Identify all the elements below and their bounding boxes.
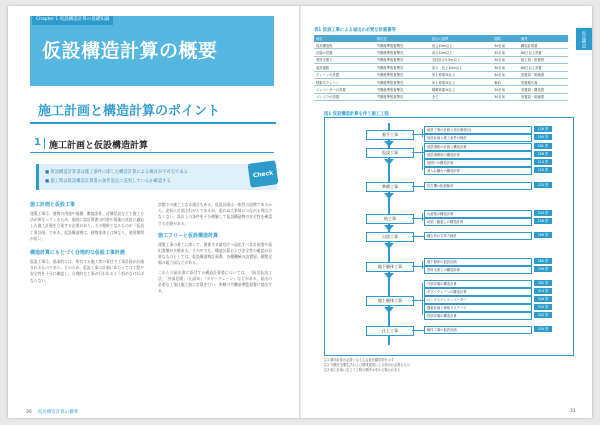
flow-item: 外部足場の構造計算 xyxy=(424,280,532,288)
page-footer-left xyxy=(26,409,78,415)
flow-page-ref[interactable]: 256 頁 xyxy=(534,218,552,224)
flow-page-ref[interactable]: 280 頁 xyxy=(534,258,552,264)
flow-arrow-icon xyxy=(384,273,394,279)
page-number: 30 xyxy=(26,410,32,415)
table-cell: 60日以上設置 xyxy=(519,64,568,71)
flow-page-ref[interactable]: 201 頁 xyxy=(534,143,552,149)
flow-page-ref[interactable]: 232 頁 xyxy=(534,182,552,188)
table-cell: 組立図・配置図 xyxy=(519,56,568,63)
table-header-row xyxy=(314,35,568,42)
notification-table xyxy=(314,35,568,101)
table-cell: 30日前 xyxy=(492,42,519,49)
table-cell: 高さ10m以上 xyxy=(430,42,492,49)
flow-page-ref[interactable]: 244 頁 xyxy=(534,210,552,216)
flow-item: 杭打機の転倒検討 xyxy=(424,182,532,190)
paragraph-heading: 施工フローと仮設構造計算 xyxy=(158,232,219,239)
flow-item: 仮設事務所の構造計算 xyxy=(424,151,532,159)
flow-connector xyxy=(412,330,424,331)
flow-caption: 図1 仮設構造計算を伴う施工工程 xyxy=(324,112,389,117)
table-cell: 設置報告書 xyxy=(519,78,568,85)
column-header: 期限 xyxy=(492,35,519,42)
flow-stage-box: 仕上工事 xyxy=(366,326,414,336)
flow-page-ref[interactable]: 334 頁 xyxy=(534,304,552,310)
table-cell: 30日前 xyxy=(492,56,519,63)
flow-page-ref[interactable]: 342 頁 xyxy=(534,312,552,318)
check-line: ■ 施工時は仮設構造計算書の条件設定に充実しているか確認する xyxy=(45,179,171,184)
table-cell: 設置届・明細書 xyxy=(519,71,568,78)
flow-connector xyxy=(412,186,424,187)
paragraph-heading: 構造計算にもとづく合理的な仮設工事計画 xyxy=(30,250,125,257)
table-row xyxy=(314,93,568,100)
table-cell: 30日前 xyxy=(492,86,519,93)
table-cell: 架設通路 xyxy=(314,64,375,71)
flow-connector xyxy=(422,283,423,315)
flow-item: 内部足場の構造計算 xyxy=(424,312,532,320)
subsection-number: 1 xyxy=(34,137,41,148)
table-cell: 吊上荷重3t以上 xyxy=(430,71,492,78)
paragraph: 建築工事の着工に際して、関係する諸官庁へ届出すべき計画書や届出書類が多数ある。その中でも、構造計算および安全性の確認が必要なものとしては、仮設構造物計画書、各種機械の設置届、鋼製足場の組立届などがある。 xyxy=(158,241,272,266)
flow-connector xyxy=(422,129,423,137)
flow-page-ref[interactable]: 326 頁 xyxy=(534,296,552,302)
chapter-title: 仮設構造計算の概要 xyxy=(42,40,218,62)
flow-item: 切梁・腹起しの構造計算 xyxy=(424,218,532,226)
table-cell: 労働基準監督署長 xyxy=(375,71,430,78)
table-cell: 労働基準監督署長 xyxy=(375,78,430,85)
table-cell: 労働基準監督署長 xyxy=(375,42,430,49)
flow-connector xyxy=(422,213,423,221)
section-title: 施工計画と構造計算のポイント xyxy=(38,104,221,119)
table-row xyxy=(314,78,568,85)
table-cell: 30日前 xyxy=(492,64,519,71)
check-line: ■ 仮設構造計算書は施工条件に即した構造計算による検討が不可欠である xyxy=(45,170,188,175)
table-cell: 支柱高さ3.5m以上 xyxy=(430,56,492,63)
paragraph: これらの届出書に添付する構造計算書については、「既存仮設工法」「外部足場」「山留め」「タワークレーン」などがある。届出の必要な工事は施工前に計算を行い、所轄の労働基準監督署に提出する。 xyxy=(158,269,272,294)
table-row xyxy=(314,71,568,78)
table-cell: 30日前 xyxy=(492,93,519,100)
section-rule xyxy=(30,122,276,124)
table-row xyxy=(314,56,568,63)
flow-item: ロングスパンエレベーター xyxy=(424,296,532,304)
flow-stage-box: 仮設工事 xyxy=(366,148,414,158)
flow-page-ref[interactable]: 302 頁 xyxy=(534,280,552,286)
table-cell: 移動式クレーン xyxy=(314,78,375,85)
note-line: 注2 労働安全衛生法および関連規則による届出が必要なもの xyxy=(324,363,410,367)
table-cell: 30日前 xyxy=(492,71,519,78)
table-cell: クレーンの設置 xyxy=(314,71,375,78)
table-cell: 労働基準監督署長 xyxy=(375,93,430,100)
table-cell: 労働基準監督署長 xyxy=(375,49,430,56)
flow-page-ref[interactable]: 268 頁 xyxy=(534,232,552,238)
chapter-tag: Chapter 1 仮設構造計算の基礎知識 xyxy=(32,16,113,25)
flow-page-ref[interactable]: 208 頁 xyxy=(534,151,552,157)
flow-item: 乗入れ構台の構造計算 xyxy=(424,167,532,175)
flow-item: 型枠支保工の構造計算 xyxy=(424,266,532,274)
table-cell: 仮設構造物 xyxy=(314,42,375,49)
flow-stage-box: 着手工事 xyxy=(366,130,414,140)
flow-stage-box: 地上躯体工事 xyxy=(366,296,414,306)
subsection-title: 施工計画と仮設構造計算 xyxy=(49,141,149,151)
table-row xyxy=(314,49,568,56)
side-index-tab[interactable]: 仮設構造 xyxy=(576,28,592,50)
table-cell: ゴンドラの設置 xyxy=(314,93,375,100)
column-header: 届出先 xyxy=(375,35,430,42)
flow-stage-box: 地下躯体工事 xyxy=(366,262,414,272)
flow-item: 解体工事の仮設計画 xyxy=(424,326,532,334)
flow-item: 地下躯体の仮設計画 xyxy=(424,258,532,266)
table-cell: 構造計算書 xyxy=(519,42,568,49)
table-cell: 吊上荷重3t以上 xyxy=(430,78,492,85)
paragraph: 建築工事は、建物の用途や規模、敷地条件、近隣状況などで施工方法が異なってくるため、個別に設計図書の内容や現地の状況に適応した施工計画を立案する必要があり、その根幹となるものが「仮設工事計画」である。仮設構造物は、建物本体とは異なり、使用期間が短い。 xyxy=(30,211,144,241)
note-line: 注3 施工計画に応じて工程の順序は変わる場合がある xyxy=(324,368,401,372)
paragraph: 状態での施工となる場合もある。仮設計画は一般性の設備であるから、安易に計画されがちであるが、思わぬ大事故につながる例は少なくない。設計上の条件を十分理解して仮設構造物の安全性を確認する必要がある。 xyxy=(158,202,272,226)
note-line: 注1 構造計算が必要となる主な仮設構造物を示す xyxy=(324,358,394,362)
flow-item: 山留壁の構造計算 xyxy=(424,210,532,218)
book-spread xyxy=(8,6,592,418)
flow-item: 仮囲いの構造計算 xyxy=(424,159,532,167)
table-cell: 労働基準監督署長 xyxy=(375,86,430,93)
flow-item: 揚重計画と荷取りステージ xyxy=(424,304,532,312)
table-cell: 足場の設置 xyxy=(314,49,375,56)
table-cell: エレベーターの設置 xyxy=(314,86,375,93)
flow-stage-box: 準備工事 xyxy=(366,182,414,192)
flow-connector xyxy=(422,261,423,269)
flow-item: 構台杭の支持力検討 xyxy=(424,232,532,240)
flow-arrow-icon xyxy=(384,141,394,147)
column-header: 備考 xyxy=(519,35,568,42)
flow-page-ref[interactable]: 290 頁 xyxy=(534,266,552,272)
paragraph: 仮設工事は、基本的には、所有する施工者の責任で工事計画が計画されるものであり、そのため、仮設工事の計画にあたっては工程や安全性を十分に確認し、合理的な工事が行われるよう努めなければならない。 xyxy=(30,259,144,283)
flow-connector xyxy=(412,236,424,237)
table-cell: 全て xyxy=(430,93,492,100)
table-cell: 60日以上設置 xyxy=(519,49,568,56)
flow-page-ref[interactable]: 314 頁 xyxy=(534,288,552,294)
flow-page-ref[interactable]: 126 頁 xyxy=(534,126,552,132)
flow-arrow-icon xyxy=(384,159,394,165)
column-header: 項目 xyxy=(314,35,375,42)
table-row xyxy=(314,42,568,49)
text-column-right xyxy=(158,202,272,297)
flow-item: 仮設道路の計画と構造計算 xyxy=(424,143,532,151)
table-row xyxy=(314,86,568,93)
table-cell: 労働基準監督署長 xyxy=(375,64,430,71)
table-cell: 設置届・明細書 xyxy=(519,93,568,100)
flow-arrow-icon xyxy=(384,243,394,249)
table-cell: 30日前 xyxy=(492,49,519,56)
column-header: 届出の基準 xyxy=(430,35,492,42)
flow-item: タワークレーンの構造計算 xyxy=(424,288,532,296)
table-cell: 設置届・構造図 xyxy=(519,86,568,93)
subsection-heading xyxy=(30,136,274,153)
subsection-divider xyxy=(44,138,45,149)
flow-page-ref[interactable]: 214 頁 xyxy=(534,159,552,165)
table-cell: 積載荷重1t以上 xyxy=(430,86,492,93)
flow-arrow-icon xyxy=(384,193,394,199)
table-row xyxy=(314,64,568,71)
check-callout xyxy=(36,164,277,190)
flow-page-ref[interactable]: 350 頁 xyxy=(534,326,552,332)
footer-label: 仮設構造計算の概要 xyxy=(37,410,79,415)
flow-item: 仮設工事の計画と届出事項(1) xyxy=(424,126,532,134)
flow-item: 仮設計画と施工条件の検討 xyxy=(424,134,532,142)
check-badge-icon: Check xyxy=(247,160,278,188)
flow-arrow-icon xyxy=(384,225,394,231)
table-cell: 型枠支保工 xyxy=(314,56,375,63)
flow-stage-box: 山留工事 xyxy=(366,232,414,242)
table-cell: 高さ・長さ10m以上 xyxy=(430,64,492,71)
book-gutter xyxy=(299,6,301,418)
table-cell: 事前 xyxy=(492,78,519,85)
table-cell: 労働基準監督署長 xyxy=(375,56,430,63)
flow-stage-box: 杭工事 xyxy=(366,214,414,224)
flow-page-ref[interactable]: 220 頁 xyxy=(534,167,552,173)
paragraph-heading: 施工計画と仮設工事 xyxy=(30,202,76,208)
flow-page-ref[interactable]: 194 頁 xyxy=(534,134,552,140)
notes xyxy=(324,358,570,373)
text-column-left xyxy=(30,202,144,287)
flow-connector xyxy=(422,146,423,170)
table-caption: 表1 仮設工事による届出の必要な計画書等 xyxy=(314,28,396,33)
flow-arrow-icon xyxy=(384,307,394,313)
table-cell: 高さ10m以上 xyxy=(430,49,492,56)
page-number: 31 xyxy=(570,409,576,414)
